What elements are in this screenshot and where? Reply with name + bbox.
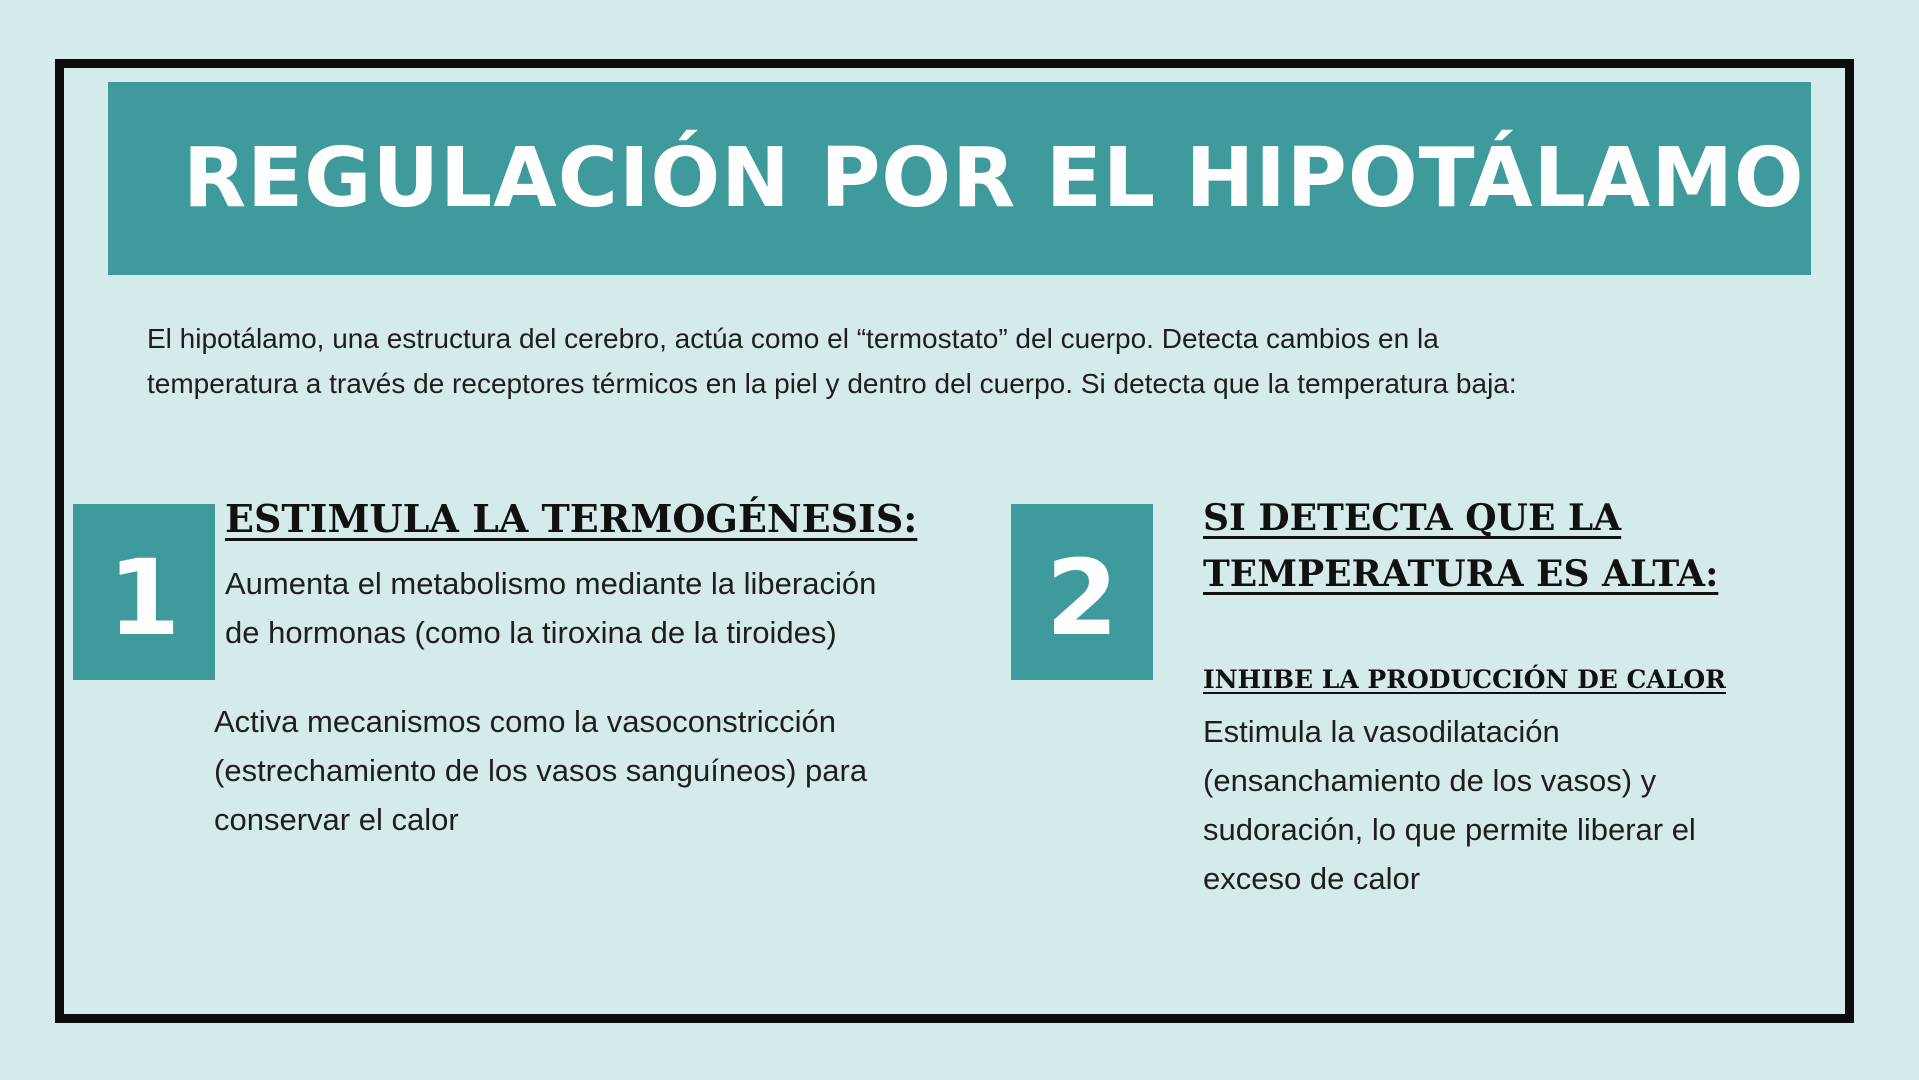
text-metabolismo-line-1: Aumenta el metabolismo mediante la liberación [225,566,877,601]
subheading-inhibe-calor: INHIBE LA PRODUCCIÓN DE CALOR [1203,665,1726,694]
text-vasoconstriccion-line-1: Activa mecanismos como la vasoconstricción [214,704,836,739]
text-vasoconstriccion-line-3: conservar el calor [214,802,459,837]
intro-paragraph [147,316,1747,406]
text-vasodilatacion-line-3: sudoración, lo que permite liberar el [1203,812,1696,847]
heading-temperatura-alta-line-1: SI DETECTA QUE LA [1203,497,1622,539]
text-vasoconstriccion-line-2: (estrechamiento de los vasos sanguíneos) para [214,753,868,788]
text-metabolismo [225,559,1005,657]
heading-termogenesis: ESTIMULA LA TERMOGÉNESIS: [225,496,918,541]
text-vasodilatacion-line-1: Estimula la vasodilatación [1203,714,1560,749]
intro-line-1: El hipotálamo, una estructura del cerebro, actúa como el “termostato” del cuerpo. Detecta cambios en la [147,323,1439,354]
heading-temperatura-alta [1203,490,1718,602]
text-vasodilatacion-line-2: (ensanchamiento de los vasos) y [1203,763,1657,798]
heading-temperatura-alta-line-2: TEMPERATURA ES ALTA: [1203,553,1719,595]
text-vasodilatacion [1203,707,1823,903]
text-metabolismo-line-2: de hormonas (como la tiroxina de la tiroides) [225,615,837,650]
number-badge-1: 1 [73,504,215,680]
text-vasodilatacion-line-4: exceso de calor [1203,861,1421,896]
slide-title: REGULACIÓN POR EL HIPOTÁLAMO [183,131,1805,226]
intro-line-2: temperatura a través de receptores térmicos en la piel y dentro del cuerpo. Si detecta que la temperatura baja: [147,368,1517,399]
number-badge-2: 2 [1011,504,1153,680]
title-banner [108,82,1811,275]
text-vasoconstriccion [214,697,994,844]
